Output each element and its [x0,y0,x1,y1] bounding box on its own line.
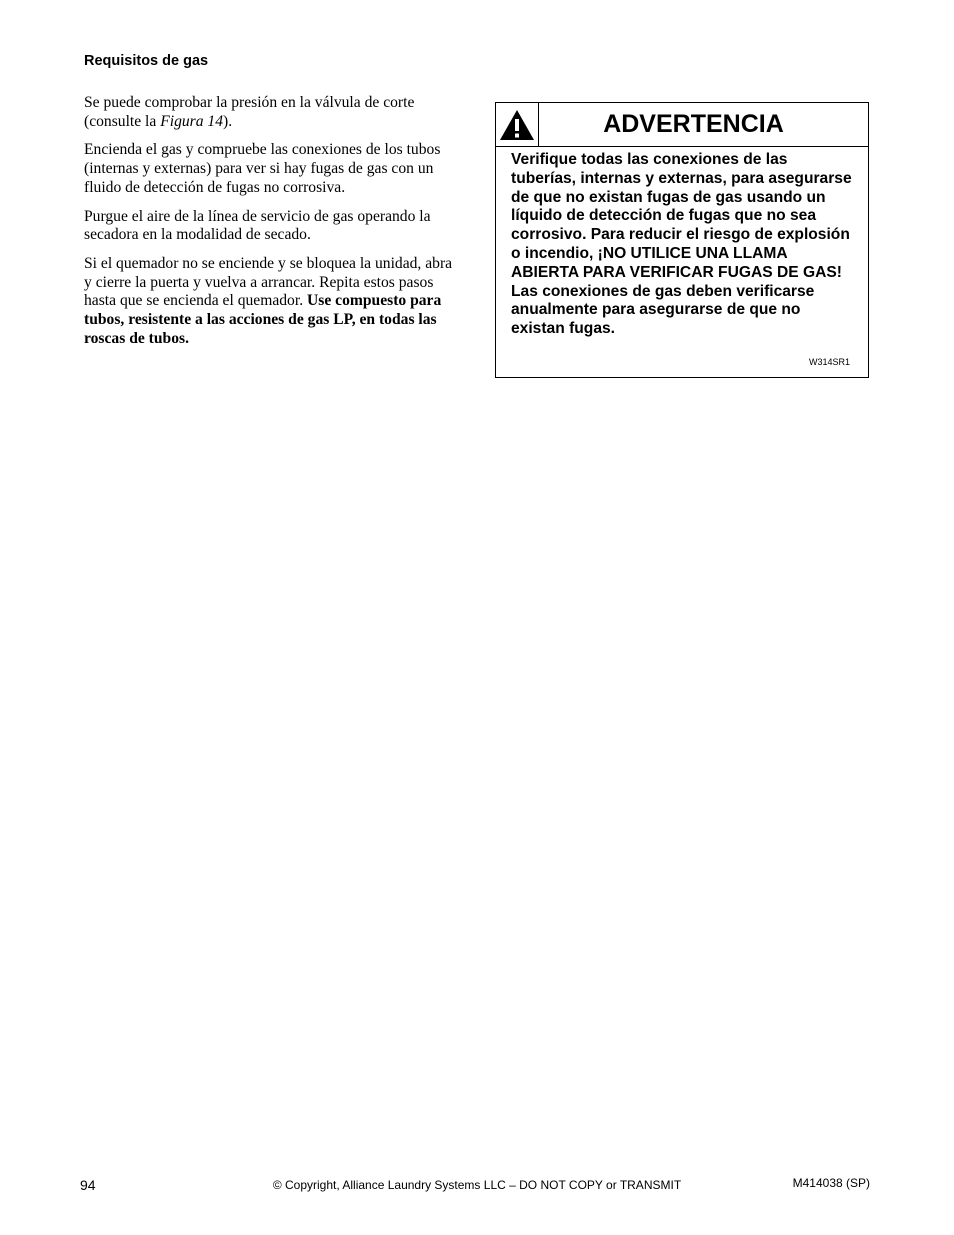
figure-reference: Figura 14 [160,112,224,130]
body-text-column [84,94,460,358]
warning-code: W314SR1 [808,357,850,367]
page-number: 94 [80,1177,96,1193]
warning-title: ADVERTENCIA [603,110,784,138]
paragraph-text: Si el quemador no se enciende y se bloquea la unidad, abra y cierre la puerta y vuelva a arrancar. Repita estos pasos hasta que se encienda el quemador. [84,254,453,310]
warning-header [496,103,868,147]
paragraph-burner-restart [84,255,460,349]
paragraph-text: Se puede comprobar la presión en la válvula de corte (consulte la [84,94,415,130]
footer-copyright: © Copyright, Alliance Laundry Systems LLC – DO NOT COPY or TRANSMIT [272,1178,682,1192]
paragraph-bold-instruction: Use compuesto para tubos, resistente a las acciones de gas LP, en todas las roscas de tubos. [84,292,442,347]
warning-body: Verifique todas las conexiones de las tuberías, internas y externas, para asegurarse de que no existan fugas de gas usando un líquido de detección de fugas que no sea corrosivo. Para reducir el riesgo de explosión o incendio, ¡NO UTILICE UNA LLAMA ABIERTA PARA VERIFICAR FUGAS DE GAS! Las conexiones de gas deben verificarse anualmente para asegurarse de que no existan fugas. [511,151,852,338]
paragraph-purge-air: Purgue el aire de la línea de servicio de gas operando la secadora en la modalidad de secado. [84,207,431,244]
paragraph-leak-check: Encienda el gas y compruebe las conexiones de los tubos (internas y externas) para ver si hay fugas de gas con un fluido de detección de fugas no corrosiva. [84,141,441,196]
warning-triangle-icon [496,103,539,146]
document-number: M414038 (SP) [792,1176,870,1190]
paragraph-text: ). [223,112,233,130]
warning-box [495,102,869,378]
paragraph-pressure-check [84,94,460,131]
section-heading: Requisitos de gas [84,53,209,69]
